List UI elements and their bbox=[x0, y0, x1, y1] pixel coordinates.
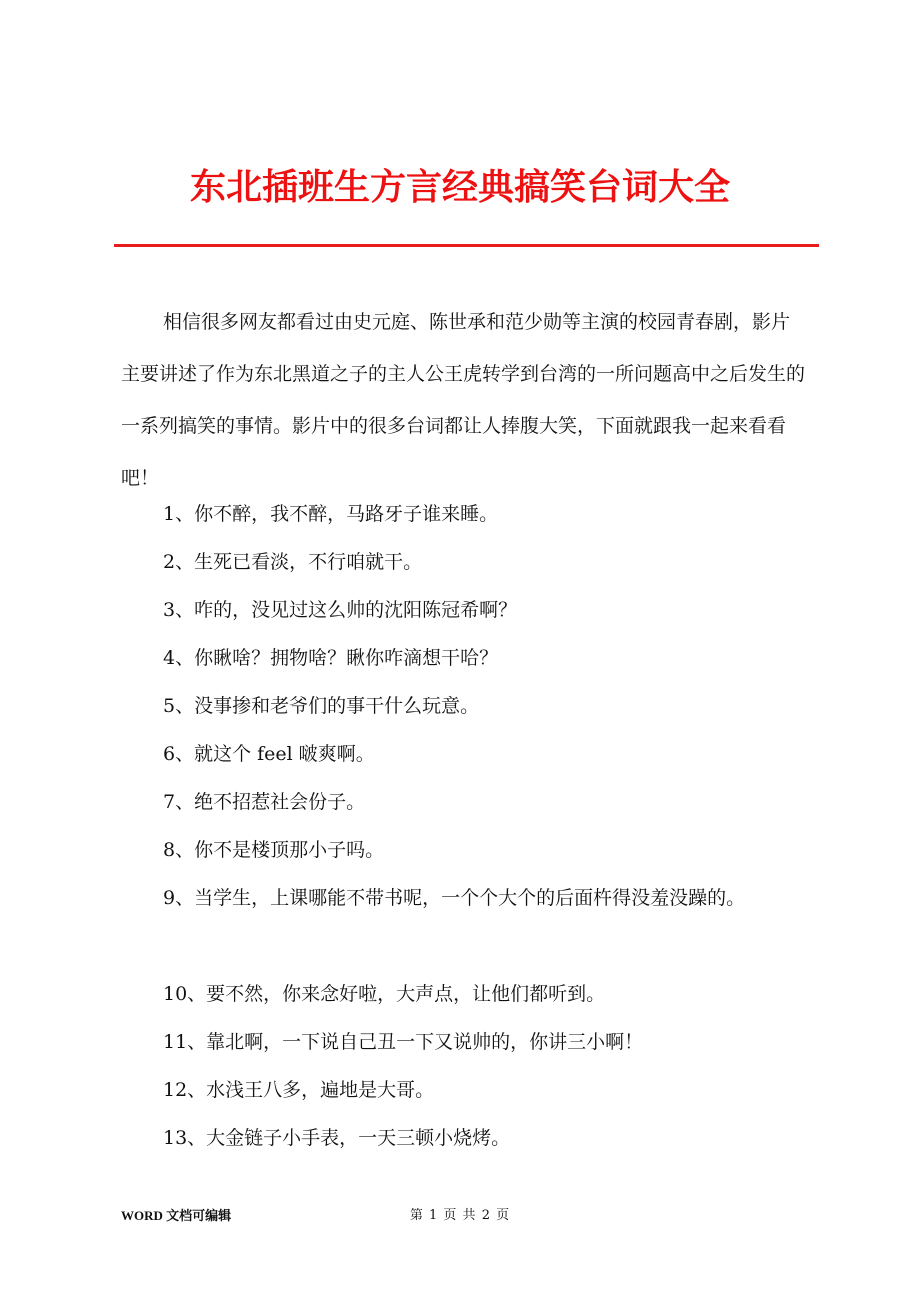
list-item: 8、你不是楼顶那小子吗。 bbox=[163, 839, 385, 861]
quote-list bbox=[163, 490, 863, 1162]
list-item: 6、就这个 feel 啵爽啊。 bbox=[163, 743, 375, 765]
title-divider bbox=[114, 244, 819, 247]
list-item: 9、当学生，上课哪能不带书呢，一个个大个的后面杵得没羞没躁的。 bbox=[163, 887, 746, 909]
footer-label: WORD 文档可编辑 bbox=[121, 1208, 232, 1223]
list-item: 13、大金链子小手表，一天三顿小烧烤。 bbox=[163, 1127, 511, 1149]
list-item: 1、你不醉，我不醉，马路牙子谁来睡。 bbox=[163, 503, 499, 525]
list-item: 3、咋的，没见过这么帅的沈阳陈冠希啊？ bbox=[163, 599, 518, 621]
page-footer bbox=[0, 1204, 920, 1228]
list-item: 11、靠北啊，一下说自己丑一下又说帅的，你讲三小啊！ bbox=[163, 1031, 644, 1053]
list-item: 10、要不然，你来念好啦，大声点，让他们都听到。 bbox=[163, 983, 606, 1005]
intro-paragraph: 相信很多网友都看过由史元庭、陈世承和范少勋等主演的校园青春剧，影片主要讲述了作为东北黑道之子的主人公王虎转学到台湾的一所问题高中之后发生的一系列搞笑的事情。影片中的很多台词都让人捧腹大笑，下面就跟我一起来看看吧！ bbox=[121, 311, 806, 489]
document-title: 东北插班生方言经典搞笑台词大全 bbox=[189, 166, 730, 208]
list-item: 7、绝不招惹社会份子。 bbox=[163, 791, 366, 813]
list-item: 12、水浅王八多，遍地是大哥。 bbox=[163, 1079, 435, 1101]
page-number: 第 1 页 共 2 页 bbox=[409, 1208, 511, 1223]
list-item: 2、生死已看淡，不行咱就干。 bbox=[163, 551, 423, 573]
list-item: 4、你瞅啥？拥物啥？瞅你咋滴想干哈？ bbox=[163, 647, 499, 669]
list-item: 5、没事掺和老爷们的事干什么玩意。 bbox=[163, 695, 480, 717]
